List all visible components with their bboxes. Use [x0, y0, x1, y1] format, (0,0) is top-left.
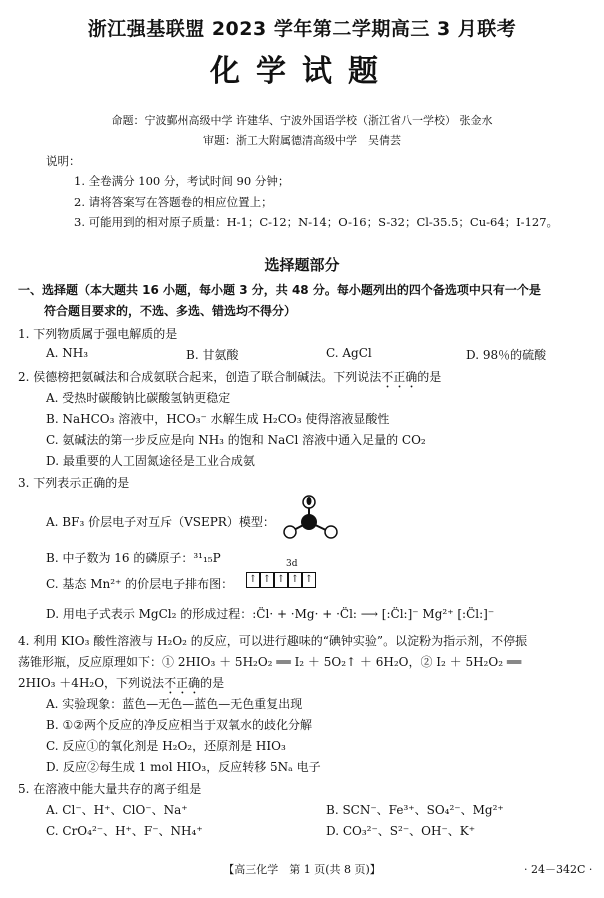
q1-option-c: C. AgCl	[326, 346, 372, 360]
q2-emphasis: 不正确	[381, 370, 418, 384]
q5-option-d: D. CO₃²⁻、S²⁻、OH⁻、K⁺	[326, 824, 476, 838]
q2-stem: 2. 侯德榜把氨碱法和合成氨联合起来，创造了联合制碱法。下列说法不正确的是	[18, 370, 442, 384]
q3-stem: 3. 下列表示正确的是	[18, 476, 130, 490]
q1-option-d: D. 98％的硫酸	[466, 348, 547, 362]
q4-line2: 荡锥形瓶，反应原理如下：① 2HIO₃ ＋ 5H₂O₂ ══ I₂ ＋ 5O₂↑ ＋ 6H₂O，② I₂ ＋ 5H₂O₂ ══	[18, 655, 522, 669]
orbital-box: ↑	[260, 572, 274, 588]
orbital-box: ↑	[302, 572, 316, 588]
footer-page-info: 【高三化学 第 1 页(共 8 页)】	[223, 863, 381, 876]
section-title: 选择题部分	[264, 256, 340, 274]
orbital-box: ↑	[288, 572, 302, 588]
bf3-vsepr-model-figure	[282, 494, 342, 552]
q4-option-d: D. 反应②每生成 1 mol HIO₃，反应转移 5Nₐ 电子	[46, 760, 321, 774]
q5-option-b: B. SCN⁻、Fe³⁺、SO₄²⁻、Mg²⁺	[326, 803, 504, 817]
q4-line3: 2HIO₃ ＋4H₂O，下列说法不正确的是	[18, 676, 225, 690]
q5-stem: 5. 在溶液中能大量共存的离子组是	[18, 782, 202, 796]
footer-code: · 24－342C ·	[524, 863, 593, 876]
q4-option-b: B. ①②两个反应的净反应相当于双氧水的歧化分解	[46, 718, 312, 732]
q5-option-c: C. CrO₄²⁻、H⁺、F⁻、NH₄⁺	[46, 824, 203, 838]
q3-option-d: D. 用电子式表示 MgCl₂ 的形成过程：:C̈l· + ·Mg· + ·C̈l: ⟶ [:C̈l:]⁻ Mg²⁺ [:C̈l:]⁻	[46, 607, 495, 621]
q4-line1: 4. 利用 KIO₃ 酸性溶液与 H₂O₂ 的反应，可以进行趣味的“碘钟实验”。以淀粉为指示剂，不停振	[18, 634, 528, 648]
instruction-item: 2. 请将答案写在答题卷的相应位置上；	[74, 195, 273, 209]
q2-option-a: A. 受热时碳酸钠比碳酸氢钠更稳定	[46, 391, 231, 405]
q4-emphasis: 不正确	[164, 676, 201, 690]
q1-option-a: A. NH₃	[46, 346, 89, 360]
q4-option-a: A. 实验现象：蓝色—无色—蓝色—无色重复出现	[46, 697, 303, 711]
instruction-item: 1. 全卷满分 100 分，考试时间 90 分钟；	[74, 174, 290, 188]
setters-line: 命题：宁波鄞州高级中学 许建华、宁波外国语学校（浙江省八一学校） 张金水	[111, 114, 493, 127]
q3-option-a: A. BF₃ 价层电子对互斥（VSEPR）模型：	[46, 515, 275, 529]
orbital-box: ↑	[246, 572, 260, 588]
q1-option-b: B. 甘氨酸	[186, 348, 239, 362]
reviewers-line: 审题：浙工大附属德清高级中学 吴倩芸	[203, 134, 401, 147]
q3-option-c: C. 基态 Mn²⁺ 的价层电子排布图：	[46, 577, 234, 591]
section-intro-line1: 一、选择题（本大题共 16 小题，每小题 3 分，共 48 分。每小题列出的四个备选项中只有一个是	[18, 283, 541, 297]
orbital-label-3d: 3d	[286, 559, 298, 569]
q2-option-c: C. 氨碱法的第一步反应是向 NH₃ 的饱和 NaCl 溶液中通入足量的 CO₂	[46, 433, 426, 447]
subject-title: 化学试题	[210, 54, 394, 89]
section-intro-line2: 符合题目要求的，不选、多选、错选均不得分）	[44, 304, 297, 318]
q2-option-d: D. 最重要的人工固氮途径是工业合成氨	[46, 454, 255, 468]
exam-title: 浙江强基联盟 2023 学年第二学期高三 3 月联考	[87, 18, 517, 40]
q3-option-b: B. 中子数为 16 的磷原子：³¹₁₅P	[46, 551, 221, 565]
q1-stem: 1. 下列物质属于强电解质的是	[18, 327, 178, 341]
instruction-item: 3. 可能用到的相对原子质量：H-1；C-12；N-14；O-16；S-32；Cl-35.5；Cu-64；I-127。	[74, 215, 559, 229]
q2-option-b: B. NaHCO₃ 溶液中，HCO₃⁻ 水解生成 H₂CO₃ 使得溶液显酸性	[46, 412, 390, 426]
instructions-heading: 说明：	[46, 154, 81, 168]
q4-option-c: C. 反应①的氧化剂是 H₂O₂，还原剂是 HIO₃	[46, 739, 286, 753]
orbital-box: ↑	[274, 572, 288, 588]
q5-option-a: A. Cl⁻、H⁺、ClO⁻、Na⁺	[46, 803, 188, 817]
